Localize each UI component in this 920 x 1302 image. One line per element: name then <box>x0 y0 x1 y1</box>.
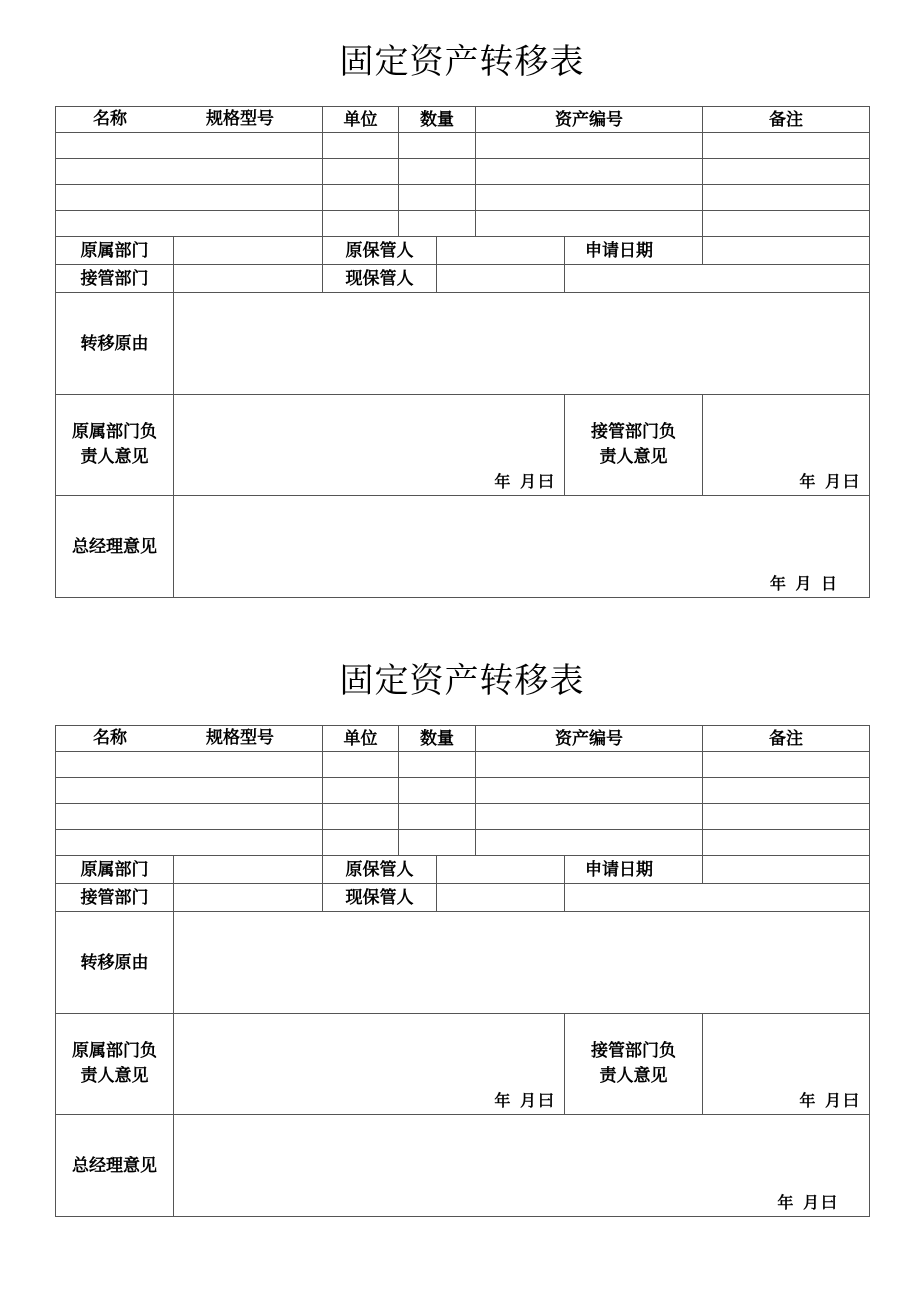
orig-dept-field[interactable] <box>174 237 323 265</box>
orig-dept-field[interactable] <box>174 856 323 884</box>
header-remark: 备注 <box>703 107 870 133</box>
item-asset-no-cell[interactable] <box>476 159 703 185</box>
reason-field[interactable] <box>174 293 870 395</box>
header-name: 名称 <box>93 728 127 748</box>
gm-date: 年 月曰 <box>777 1193 839 1212</box>
orig-keeper-field[interactable] <box>437 856 565 884</box>
item-unit-cell[interactable] <box>323 752 399 778</box>
recv-head-label-line2: 责人意见 <box>599 1066 668 1086</box>
item-asset-no-cell[interactable] <box>476 804 703 830</box>
header-name: 名称 <box>93 109 127 129</box>
item-asset-no-cell[interactable] <box>476 185 703 211</box>
item-remark-cell[interactable] <box>703 830 870 856</box>
item-name-cell[interactable] <box>56 159 323 185</box>
header-qty: 数量 <box>399 107 476 133</box>
apply-date-label: 申请日期 <box>565 237 703 265</box>
item-asset-no-cell[interactable] <box>476 752 703 778</box>
item-remark-cell[interactable] <box>703 752 870 778</box>
header-remark: 备注 <box>703 726 870 752</box>
item-remark-cell[interactable] <box>703 133 870 159</box>
orig-head-opinion-field[interactable] <box>174 1014 565 1115</box>
item-row <box>56 830 870 856</box>
orig-head-opinion-field[interactable] <box>174 395 565 496</box>
orig-keeper-field[interactable] <box>437 237 565 265</box>
orig-dept-label: 原属部门 <box>56 237 174 265</box>
gm-opinion-label: 总经理意见 <box>56 496 174 598</box>
recv-head-label-line1: 接管部门负 <box>591 422 676 442</box>
recv-head-date: 年 月曰 <box>799 1091 861 1110</box>
apply-date-field[interactable] <box>703 856 870 884</box>
header-asset-no: 资产编号 <box>476 726 703 752</box>
recv-head-opinion-field[interactable] <box>703 1014 870 1115</box>
recv-head-date: 年 月曰 <box>799 472 861 491</box>
item-row <box>56 159 870 185</box>
item-qty-cell[interactable] <box>399 133 476 159</box>
orig-keeper-label: 原保管人 <box>323 237 437 265</box>
recv-head-opinion-label <box>565 395 703 496</box>
item-name-cell[interactable] <box>56 133 323 159</box>
recv-date-field[interactable] <box>565 884 870 912</box>
asset-transfer-table <box>55 106 870 598</box>
item-unit-cell[interactable] <box>323 804 399 830</box>
item-remark-cell[interactable] <box>703 159 870 185</box>
recv-dept-field[interactable] <box>174 884 323 912</box>
item-unit-cell[interactable] <box>323 133 399 159</box>
item-qty-cell[interactable] <box>399 804 476 830</box>
orig-dept-label: 原属部门 <box>56 856 174 884</box>
item-remark-cell[interactable] <box>703 804 870 830</box>
curr-keeper-label: 现保管人 <box>323 884 437 912</box>
item-asset-no-cell[interactable] <box>476 133 703 159</box>
item-row <box>56 211 870 237</box>
recv-head-opinion-label <box>565 1014 703 1115</box>
reason-field[interactable] <box>174 912 870 1014</box>
item-qty-cell[interactable] <box>399 159 476 185</box>
item-qty-cell[interactable] <box>399 752 476 778</box>
orig-head-label-line2: 责人意见 <box>80 1066 149 1086</box>
gm-opinion-field[interactable] <box>174 1115 870 1217</box>
item-name-cell[interactable] <box>56 752 323 778</box>
header-asset-no: 资产编号 <box>476 107 703 133</box>
reason-label: 转移原由 <box>56 293 174 395</box>
item-remark-cell[interactable] <box>703 778 870 804</box>
recv-head-opinion-field[interactable] <box>703 395 870 496</box>
recv-dept-field[interactable] <box>174 265 323 293</box>
item-qty-cell[interactable] <box>399 830 476 856</box>
header-name-spec <box>56 107 323 133</box>
item-unit-cell[interactable] <box>323 830 399 856</box>
item-unit-cell[interactable] <box>323 159 399 185</box>
header-unit: 单位 <box>323 107 399 133</box>
recv-date-field[interactable] <box>565 265 870 293</box>
gm-date: 年 月 日 <box>769 574 839 593</box>
recv-dept-label: 接管部门 <box>56 265 174 293</box>
item-unit-cell[interactable] <box>323 185 399 211</box>
recv-head-label-line2: 责人意见 <box>599 447 668 467</box>
form-title: 固定资产转移表 <box>339 42 585 82</box>
recv-head-label-line1: 接管部门负 <box>591 1041 676 1061</box>
orig-head-date: 年 月曰 <box>494 1091 556 1110</box>
item-name-cell[interactable] <box>56 804 323 830</box>
item-remark-cell[interactable] <box>703 185 870 211</box>
header-spec: 规格型号 <box>206 109 274 129</box>
orig-head-label-line1: 原属部门负 <box>72 422 157 442</box>
item-row <box>56 133 870 159</box>
item-row <box>56 778 870 804</box>
item-row <box>56 752 870 778</box>
item-unit-cell[interactable] <box>323 211 399 237</box>
header-spec: 规格型号 <box>206 728 274 748</box>
orig-head-date: 年 月曰 <box>494 472 556 491</box>
orig-head-opinion-label <box>56 395 174 496</box>
orig-head-label-line1: 原属部门负 <box>72 1041 157 1061</box>
orig-keeper-label: 原保管人 <box>323 856 437 884</box>
item-name-cell[interactable] <box>56 830 323 856</box>
item-name-cell[interactable] <box>56 778 323 804</box>
gm-opinion-label: 总经理意见 <box>56 1115 174 1217</box>
item-asset-no-cell[interactable] <box>476 830 703 856</box>
item-qty-cell[interactable] <box>399 778 476 804</box>
header-qty: 数量 <box>399 726 476 752</box>
reason-label: 转移原由 <box>56 912 174 1014</box>
gm-opinion-field[interactable] <box>174 496 870 598</box>
item-row <box>56 185 870 211</box>
header-name-spec <box>56 726 323 752</box>
item-row <box>56 804 870 830</box>
curr-keeper-label: 现保管人 <box>323 265 437 293</box>
recv-dept-label: 接管部门 <box>56 884 174 912</box>
item-unit-cell[interactable] <box>323 778 399 804</box>
curr-keeper-field[interactable] <box>437 884 565 912</box>
asset-transfer-table <box>55 725 870 1217</box>
apply-date-field[interactable] <box>703 237 870 265</box>
curr-keeper-field[interactable] <box>437 265 565 293</box>
item-qty-cell[interactable] <box>399 185 476 211</box>
item-name-cell[interactable] <box>56 211 323 237</box>
header-unit: 单位 <box>323 726 399 752</box>
orig-head-opinion-label <box>56 1014 174 1115</box>
item-name-cell[interactable] <box>56 185 323 211</box>
orig-head-label-line2: 责人意见 <box>80 447 149 467</box>
item-remark-cell[interactable] <box>703 211 870 237</box>
item-asset-no-cell[interactable] <box>476 778 703 804</box>
apply-date-label: 申请日期 <box>565 856 703 884</box>
form-title: 固定资产转移表 <box>339 661 585 701</box>
item-asset-no-cell[interactable] <box>476 211 703 237</box>
item-qty-cell[interactable] <box>399 211 476 237</box>
